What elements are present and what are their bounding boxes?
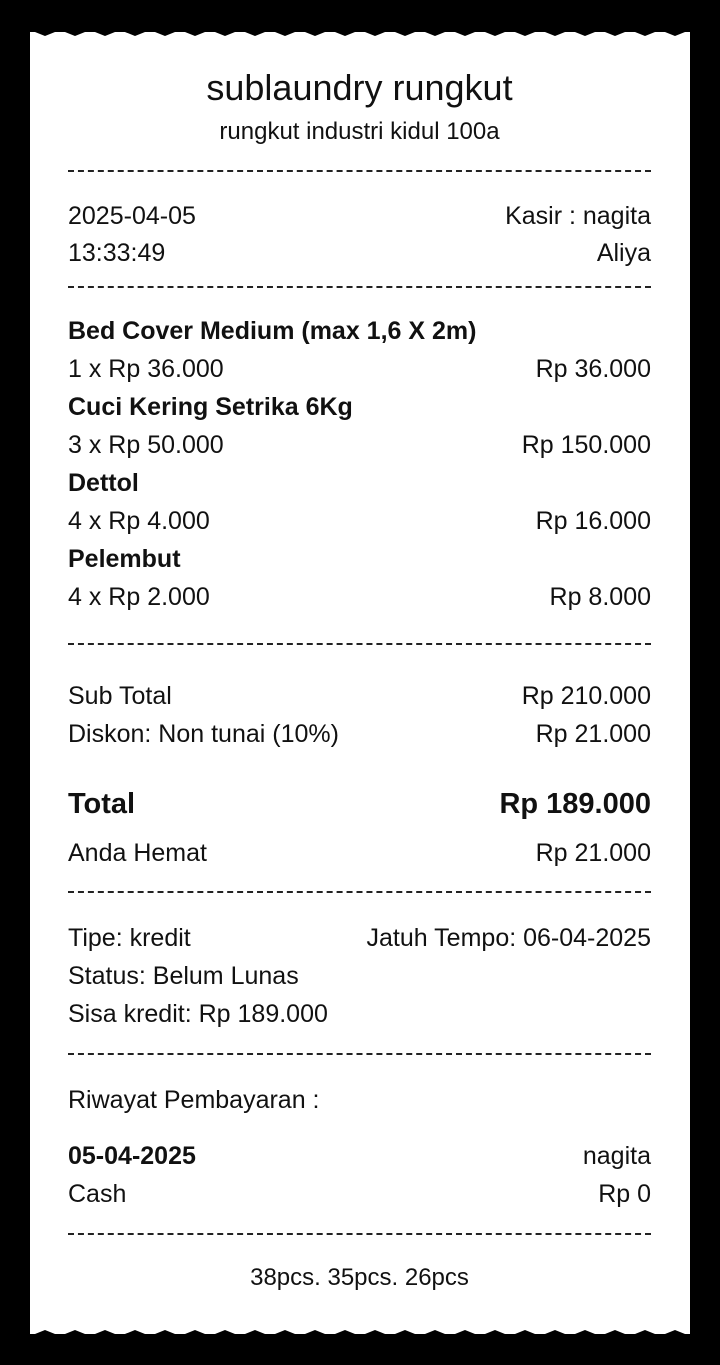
item-amount: Rp 150.000 bbox=[521, 431, 651, 459]
history-entry-row bbox=[68, 1140, 651, 1172]
item-name bbox=[68, 391, 651, 423]
remaining-credit: Sisa kredit: Rp 189.000 bbox=[68, 1000, 328, 1028]
history-title-row bbox=[68, 1084, 651, 1116]
item-name-text: Dettol bbox=[68, 469, 139, 497]
item-detail-row bbox=[68, 581, 651, 613]
discount-row bbox=[68, 718, 651, 750]
history-amount: Rp 0 bbox=[598, 1180, 651, 1208]
payment-type-row bbox=[68, 922, 651, 954]
item-qty-price: 1 x Rp 36.000 bbox=[68, 355, 224, 383]
total-row bbox=[68, 786, 651, 822]
transaction-time: 13:33:49 bbox=[68, 239, 166, 267]
discount-value: Rp 21.000 bbox=[535, 720, 651, 748]
item-name bbox=[68, 315, 651, 347]
item-amount: Rp 16.000 bbox=[535, 507, 651, 535]
item-name bbox=[68, 467, 651, 499]
item-name-text: Pelembut bbox=[68, 545, 181, 573]
item-name-text: Cuci Kering Setrika 6Kg bbox=[68, 393, 353, 421]
subtotal-row bbox=[68, 680, 651, 712]
payment-status: Status: Belum Lunas bbox=[68, 962, 299, 990]
history-title: Riwayat Pembayaran : bbox=[68, 1086, 320, 1114]
item-qty-price: 3 x Rp 50.000 bbox=[68, 431, 224, 459]
receipt-paper bbox=[30, 32, 690, 1334]
history-method: Cash bbox=[68, 1180, 127, 1208]
history-user: nagita bbox=[582, 1142, 651, 1170]
store-address: rungkut industri kidul 100a bbox=[219, 118, 500, 145]
savings-row bbox=[68, 837, 651, 869]
divider bbox=[68, 1233, 651, 1235]
savings-value: Rp 21.000 bbox=[535, 839, 651, 867]
savings-label: Anda Hemat bbox=[68, 839, 207, 867]
payment-type: Tipe: kredit bbox=[68, 924, 191, 952]
subtotal-label: Sub Total bbox=[68, 682, 172, 710]
item-detail-row bbox=[68, 505, 651, 537]
item-detail-row bbox=[68, 353, 651, 385]
cashier-name: Kasir : nagita bbox=[505, 202, 651, 230]
discount-label: Diskon: Non tunai (10%) bbox=[68, 720, 339, 748]
payment-status-row bbox=[68, 960, 651, 992]
total-value: Rp 189.000 bbox=[499, 788, 651, 820]
divider bbox=[68, 286, 651, 288]
divider bbox=[68, 891, 651, 893]
meta-row-1 bbox=[68, 200, 651, 232]
remaining-credit-row bbox=[68, 998, 651, 1030]
subtotal-value: Rp 210.000 bbox=[521, 682, 651, 710]
history-detail-row bbox=[68, 1178, 651, 1210]
item-amount: Rp 36.000 bbox=[535, 355, 651, 383]
receipt-content bbox=[68, 32, 651, 1334]
divider bbox=[68, 643, 651, 645]
item-qty-price: 4 x Rp 2.000 bbox=[68, 583, 210, 611]
footer-note: 38pcs. 35pcs. 26pcs bbox=[250, 1264, 469, 1291]
store-name: sublaundry rungkut bbox=[206, 67, 513, 108]
item-name bbox=[68, 543, 651, 575]
history-date: 05-04-2025 bbox=[68, 1142, 196, 1170]
total-label: Total bbox=[68, 788, 136, 820]
item-detail-row bbox=[68, 429, 651, 461]
divider bbox=[68, 170, 651, 172]
due-date: Jatuh Tempo: 06-04-2025 bbox=[366, 924, 651, 952]
customer-name: Aliya bbox=[596, 239, 651, 267]
transaction-date: 2025-04-05 bbox=[68, 202, 196, 230]
item-qty-price: 4 x Rp 4.000 bbox=[68, 507, 210, 535]
divider bbox=[68, 1053, 651, 1055]
meta-row-2 bbox=[68, 237, 651, 269]
item-amount: Rp 8.000 bbox=[549, 583, 651, 611]
item-name-text: Bed Cover Medium (max 1,6 X 2m) bbox=[68, 317, 477, 345]
